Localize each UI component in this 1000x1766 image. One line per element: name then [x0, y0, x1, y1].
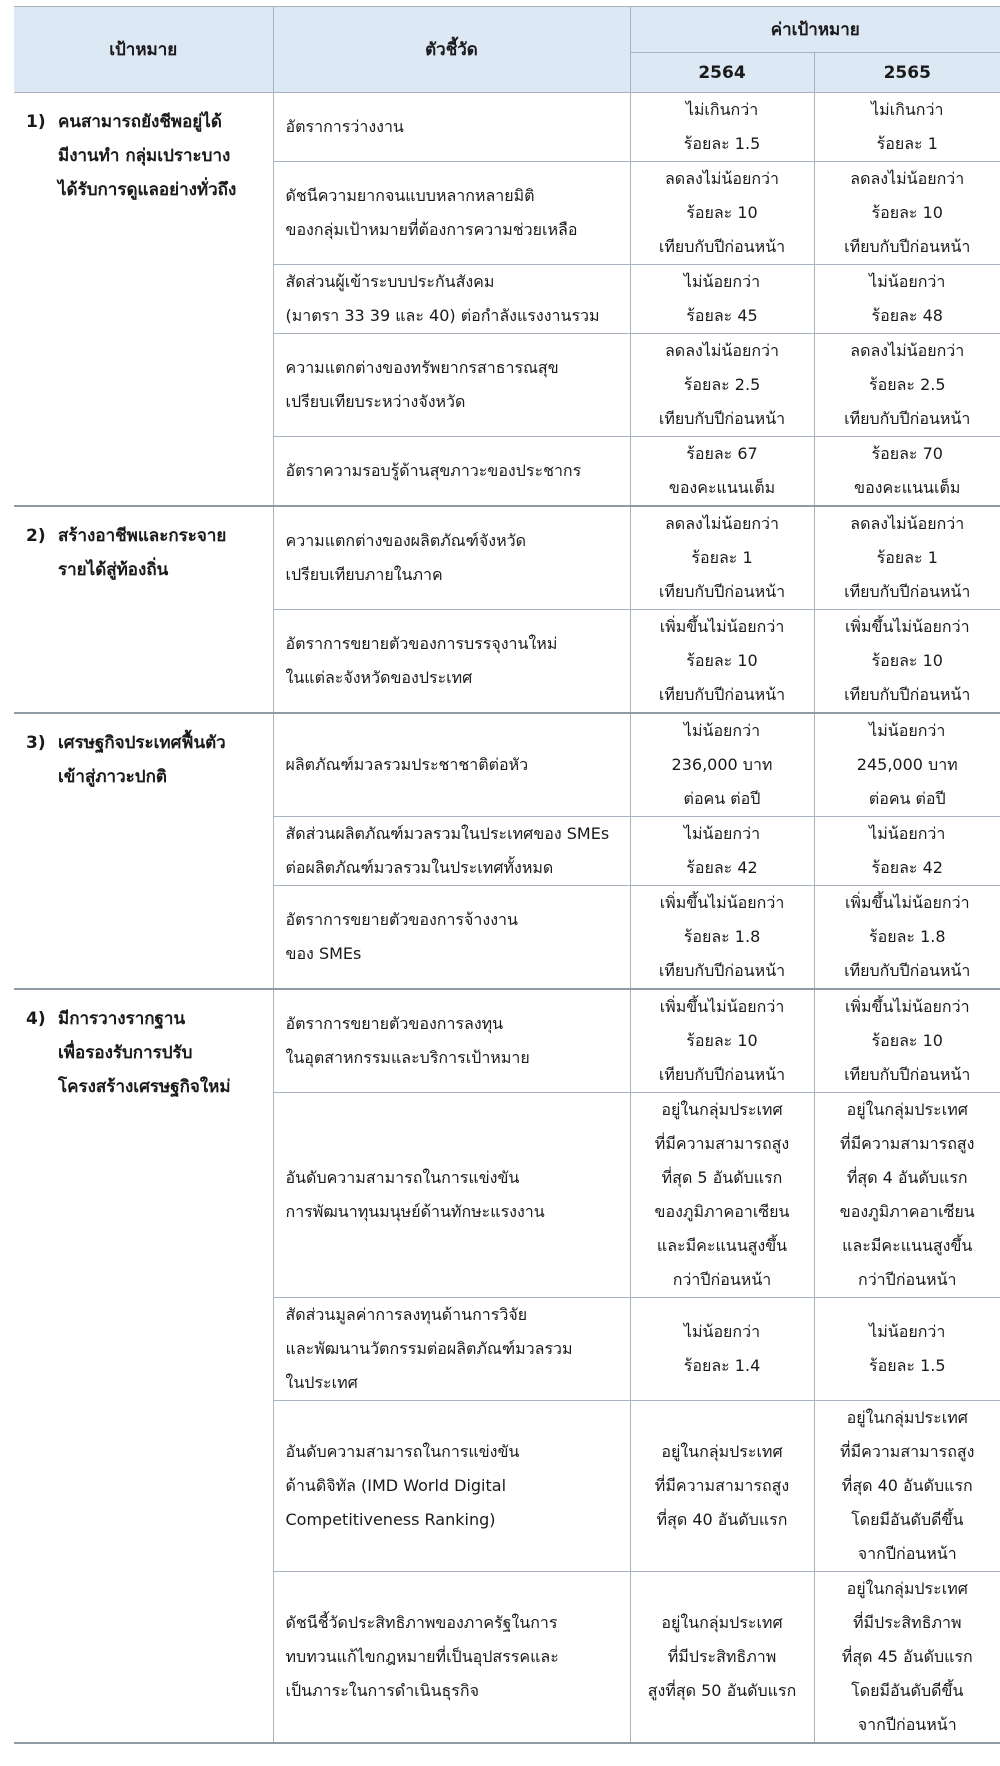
indicator-cell-line: ผลิตภัณฑ์มวลรวมประชาชาติต่อหัว — [285, 755, 529, 774]
target-2565-cell-line: อยู่ในกลุ่มประเทศ — [846, 1579, 968, 1598]
target-2565-cell-line: เพิ่มขึ้นไม่น้อยกว่า — [844, 617, 970, 636]
target-2565-cell-line: ร้อยละ 42 — [871, 858, 943, 877]
goal-title — [58, 519, 226, 587]
target-2565-cell-line: ที่มีความสามารถสูง — [840, 1134, 975, 1153]
target-2565-cell-line: ไม่น้อยกว่า — [869, 721, 946, 740]
indicator-cell — [273, 93, 630, 162]
target-2565-cell-line: โดยมีอันดับดีขึ้น — [851, 1681, 964, 1700]
goal-title — [58, 726, 226, 794]
target-2565-cell — [814, 817, 1000, 886]
goal-number: 1) — [26, 112, 46, 132]
target-2564-cell-line: กว่าปีก่อนหน้า — [672, 1270, 772, 1289]
goal-number: 2) — [26, 526, 46, 546]
indicator-cell-line: ด้านดิจิทัล (IMD World Digital — [285, 1476, 507, 1495]
goal-cell — [14, 989, 273, 1743]
target-2565-cell — [814, 162, 1000, 265]
target-2564-cell — [630, 265, 814, 334]
target-2565-cell-line: เพิ่มขึ้นไม่น้อยกว่า — [844, 893, 970, 912]
target-2564-cell-line: สูงที่สุด 50 อันดับแรก — [647, 1681, 797, 1700]
target-2565-cell-line: ร้อยละ 2.5 — [869, 375, 946, 394]
target-2565-cell-line: เทียบกับปีก่อนหน้า — [844, 409, 971, 428]
target-2564-cell-line: ร้อยละ 10 — [686, 651, 758, 670]
goal-cell — [14, 506, 273, 713]
indicator-cell — [273, 265, 630, 334]
target-2565-cell — [814, 334, 1000, 437]
target-2564-cell-line: อยู่ในกลุ่มประเทศ — [661, 1100, 783, 1119]
target-2565-cell-line: อยู่ในกลุ่มประเทศ — [846, 1408, 968, 1427]
indicator-cell-line: การพัฒนาทุนมนุษย์ด้านทักษะแรงงาน — [285, 1202, 545, 1221]
indicator-cell-line: ดัชนีชี้วัดประสิทธิภาพของภาครัฐในการ — [285, 1613, 558, 1632]
indicator-cell-line: เปรียบเทียบภายในภาค — [285, 565, 443, 584]
goal-title-line: เศรษฐกิจประเทศฟื้นตัว — [58, 733, 226, 753]
target-2565-cell-line: จากปีก่อนหน้า — [857, 1544, 957, 1563]
target-2564-cell-line: ของคะแนนเต็ม — [668, 478, 776, 497]
target-2564-cell-line: เทียบกับปีก่อนหน้า — [658, 685, 786, 704]
indicator-cell — [273, 886, 630, 990]
indicator-cell-line: อันดับความสามารถในการแข่งขัน — [285, 1442, 520, 1461]
goal-title-line: โครงสร้างเศรษฐกิจใหม่ — [58, 1077, 231, 1097]
table-row — [14, 506, 1000, 610]
target-2565-cell-line: 245,000 บาท — [856, 755, 958, 774]
goal-title-line: รายได้สู่ท้องถิ่น — [58, 560, 169, 580]
target-2565-cell-line: ของคะแนนเต็ม — [854, 478, 961, 497]
target-2565-cell-line: ที่มีประสิทธิภาพ — [852, 1613, 962, 1632]
target-2564-cell-line: อยู่ในกลุ่มประเทศ — [661, 1613, 783, 1632]
target-2564-cell-line: ร้อยละ 1.5 — [683, 134, 761, 153]
target-2565-cell-line: ร้อยละ 10 — [871, 203, 943, 222]
target-2564-cell-line: ต่อคน ต่อปี — [683, 789, 761, 808]
target-2564-cell-line: เทียบกับปีก่อนหน้า — [658, 237, 786, 256]
target-2564-cell — [630, 886, 814, 990]
target-2565-cell — [814, 886, 1000, 990]
target-2565-cell-line: ร้อยละ 70 — [871, 444, 943, 463]
target-2564-cell — [630, 334, 814, 437]
target-2564-cell-line: ไม่น้อยกว่า — [683, 272, 761, 291]
indicator-cell-line: (มาตรา 33 39 และ 40) ต่อกำลังแรงงานรวม — [285, 306, 600, 325]
target-2564-cell — [630, 610, 814, 714]
target-2564-cell-line: ไม่เกินกว่า — [685, 100, 759, 119]
target-2564-cell — [630, 1093, 814, 1298]
target-2565-cell-line: ไม่น้อยกว่า — [869, 1322, 946, 1341]
target-2564-cell-line: ที่มีความสามารถสูง — [654, 1134, 790, 1153]
indicator-cell — [273, 437, 630, 507]
indicator-cell-line: สัดส่วนมูลค่าการลงทุนด้านการวิจัย — [285, 1305, 528, 1324]
indicator-cell-line: ในแต่ละจังหวัดของประเทศ — [285, 668, 473, 687]
indicator-cell-line: ความแตกต่างของทรัพยากรสาธารณสุข — [285, 358, 559, 377]
target-2565-cell-line: ต่อคน ต่อปี — [868, 789, 946, 808]
target-2565-cell — [814, 989, 1000, 1093]
indicator-cell-line: ความแตกต่างของผลิตภัณฑ์จังหวัด — [285, 531, 527, 550]
target-2565-cell-line: เทียบกับปีก่อนหน้า — [844, 237, 971, 256]
target-2565-cell-line: ที่มีความสามารถสูง — [840, 1442, 975, 1461]
target-2565-cell-line: ลดลงไม่น้อยกว่า — [850, 341, 965, 360]
target-2564-cell-line: ที่สุด 40 อันดับแรก — [656, 1510, 788, 1529]
target-2565-cell-line: ร้อยละ 48 — [871, 306, 943, 325]
indicator-cell-line: ต่อผลิตภัณฑ์มวลรวมในประเทศทั้งหมด — [285, 858, 554, 877]
target-2564-cell-line: เทียบกับปีก่อนหน้า — [658, 961, 786, 980]
indicator-cell-line: สัดส่วนผู้เข้าระบบประกันสังคม — [285, 272, 495, 291]
target-2564-cell — [630, 1572, 814, 1744]
indicator-cell — [273, 610, 630, 714]
target-2564-cell-line: ลดลงไม่น้อยกว่า — [665, 514, 779, 533]
goal-cell — [14, 93, 273, 507]
goal-title-line: เข้าสู่ภาวะปกติ — [58, 767, 167, 787]
target-2565-cell-line: ร้อยละ 10 — [871, 651, 943, 670]
target-2564-cell — [630, 162, 814, 265]
target-2565-cell-line: และมีคะแนนสูงขึ้น — [842, 1236, 973, 1255]
goal-title-line: เพื่อรองรับการปรับ — [58, 1043, 193, 1063]
indicator-cell-line: ของ SMEs — [285, 944, 362, 963]
indicator-cell — [273, 1093, 630, 1298]
header-target: ค่าเป้าหมาย — [630, 7, 1000, 53]
goal-title-line: มีงานทำ กลุ่มเปราะบาง — [58, 146, 231, 166]
indicator-cell-line: อัตราการขยายตัวของการจ้างงาน — [285, 910, 518, 929]
target-2565-cell-line: ที่สุด 45 อันดับแรก — [841, 1647, 973, 1666]
indicator-cell — [273, 817, 630, 886]
target-2565-cell-line: กว่าปีก่อนหน้า — [858, 1270, 957, 1289]
goal-title-line: มีการวางรากฐาน — [58, 1009, 186, 1029]
target-2564-cell-line: ที่มีประสิทธิภาพ — [667, 1647, 777, 1666]
target-2564-cell-line: ลดลงไม่น้อยกว่า — [665, 341, 779, 360]
target-2565-cell-line: ไม่น้อยกว่า — [869, 824, 946, 843]
target-2565-cell-line: ร้อยละ 1.5 — [869, 1356, 946, 1375]
target-2564-cell — [630, 989, 814, 1093]
table-row — [14, 93, 1000, 162]
goal-cell — [14, 713, 273, 989]
target-2565-cell-line: โดยมีอันดับดีขึ้น — [851, 1510, 964, 1529]
target-2565-cell-line: ร้อยละ 1 — [876, 134, 938, 153]
indicator-cell — [273, 713, 630, 817]
goal-number: 3) — [26, 733, 46, 753]
header-indicator: ตัวชี้วัด — [273, 7, 630, 93]
target-2564-cell-line: ร้อยละ 2.5 — [683, 375, 761, 394]
indicator-cell — [273, 162, 630, 265]
indicator-cell — [273, 506, 630, 610]
target-2564-cell-line: ไม่น้อยกว่า — [683, 721, 761, 740]
goal-title-line: คนสามารถยังชีพอยู่ได้ — [58, 112, 222, 132]
goal-number: 4) — [26, 1009, 46, 1029]
target-2564-cell-line: ที่มีความสามารถสูง — [654, 1476, 790, 1495]
target-2564-cell-line: เพิ่มขึ้นไม่น้อยกว่า — [659, 997, 785, 1016]
indicator-cell — [273, 1572, 630, 1744]
target-2565-cell-line: ลดลงไม่น้อยกว่า — [850, 169, 965, 188]
target-2564-cell-line: ร้อยละ 42 — [686, 858, 758, 877]
target-2564-cell-line: ร้อยละ 1 — [691, 548, 753, 567]
target-2564-cell-line: ของภูมิภาคอาเซียน — [654, 1202, 790, 1221]
target-2564-cell-line: เทียบกับปีก่อนหน้า — [658, 582, 786, 601]
indicator-cell-line: สัดส่วนผลิตภัณฑ์มวลรวมในประเทศของ SMEs — [285, 824, 610, 843]
target-2565-cell-line: เทียบกับปีก่อนหน้า — [844, 1065, 971, 1084]
target-2564-cell — [630, 506, 814, 610]
indicator-cell-line: เปรียบเทียบระหว่างจังหวัด — [285, 392, 466, 411]
table-body — [14, 93, 1000, 1744]
indicator-cell-line: อัตราการขยายตัวของการลงทุน — [285, 1014, 504, 1033]
target-2564-cell-line: เทียบกับปีก่อนหน้า — [658, 409, 786, 428]
target-2564-cell-line: ร้อยละ 1.8 — [683, 927, 761, 946]
target-2565-cell-line: เทียบกับปีก่อนหน้า — [844, 582, 971, 601]
targets-table — [14, 6, 1000, 1744]
target-2564-cell — [630, 817, 814, 886]
indicator-cell-line: ดัชนีความยากจนแบบหลากหลายมิติ — [285, 186, 535, 205]
header-goal: เป้าหมาย — [14, 7, 273, 93]
target-2564-cell-line: ร้อยละ 1.4 — [683, 1356, 761, 1375]
indicator-cell-line: ของกลุ่มเป้าหมายที่ต้องการความช่วยเหลือ — [285, 220, 578, 239]
target-2565-cell-line: ที่สุด 4 อันดับแรก — [846, 1168, 968, 1187]
target-2565-cell-line: ไม่น้อยกว่า — [869, 272, 946, 291]
target-2565-cell-line: ร้อยละ 1.8 — [869, 927, 946, 946]
target-2565-cell — [814, 265, 1000, 334]
indicator-cell-line: ในประเทศ — [285, 1373, 358, 1392]
target-2565-cell — [814, 1401, 1000, 1572]
target-2564-cell-line: ร้อยละ 67 — [686, 444, 758, 463]
goal-title — [58, 1002, 231, 1104]
indicator-cell-line: เป็นภาระในการดำเนินธุรกิจ — [285, 1681, 479, 1700]
target-2564-cell-line: 236,000 บาท — [671, 755, 773, 774]
header-year-2564: 2564 — [630, 53, 814, 93]
target-2564-cell — [630, 1401, 814, 1572]
target-2564-cell-line: ลดลงไม่น้อยกว่า — [665, 169, 779, 188]
target-2565-cell-line: เทียบกับปีก่อนหน้า — [844, 961, 971, 980]
target-2564-cell-line: ที่สุด 5 อันดับแรก — [661, 1168, 783, 1187]
target-2565-cell-line: เพิ่มขึ้นไม่น้อยกว่า — [844, 997, 970, 1016]
target-2564-cell — [630, 713, 814, 817]
indicator-cell-line: อัตราความรอบรู้ด้านสุขภาวะของประชากร — [285, 461, 582, 480]
indicator-cell — [273, 1298, 630, 1401]
target-2564-cell — [630, 437, 814, 507]
target-2564-cell-line: ร้อยละ 10 — [686, 203, 758, 222]
indicator-cell-line: อัตราการว่างงาน — [285, 117, 404, 136]
indicator-cell — [273, 1401, 630, 1572]
target-2564-cell-line: อยู่ในกลุ่มประเทศ — [661, 1442, 783, 1461]
target-2565-cell-line: เทียบกับปีก่อนหน้า — [844, 685, 971, 704]
target-2565-cell — [814, 93, 1000, 162]
target-2564-cell-line: ไม่น้อยกว่า — [683, 1322, 761, 1341]
target-2564-cell-line: เทียบกับปีก่อนหน้า — [658, 1065, 786, 1084]
indicator-cell — [273, 334, 630, 437]
goal-title-line: ได้รับการดูแลอย่างทั่วถึง — [58, 180, 237, 200]
target-2564-cell-line: และมีคะแนนสูงขึ้น — [656, 1236, 788, 1255]
target-2565-cell — [814, 1572, 1000, 1744]
target-2564-cell — [630, 93, 814, 162]
indicator-cell-line: Competitiveness Ranking) — [285, 1510, 496, 1529]
target-2565-cell — [814, 1298, 1000, 1401]
target-2565-cell — [814, 1093, 1000, 1298]
target-2564-cell-line: เพิ่มขึ้นไม่น้อยกว่า — [659, 617, 785, 636]
goal-title-line: สร้างอาชีพและกระจาย — [58, 526, 227, 546]
indicator-cell-line: ในอุตสาหกรรมและบริการเป้าหมาย — [285, 1048, 530, 1067]
table-row — [14, 989, 1000, 1093]
target-2565-cell-line: ที่สุด 40 อันดับแรก — [841, 1476, 973, 1495]
target-2564-cell — [630, 1298, 814, 1401]
indicator-cell-line: อันดับความสามารถในการแข่งขัน — [285, 1168, 520, 1187]
target-2565-cell-line: จากปีก่อนหน้า — [857, 1715, 957, 1734]
target-2565-cell-line: ลดลงไม่น้อยกว่า — [850, 514, 965, 533]
target-2565-cell-line: ไม่เกินกว่า — [871, 100, 944, 119]
target-2564-cell-line: ร้อยละ 45 — [686, 306, 758, 325]
indicator-cell — [273, 989, 630, 1093]
table-header — [14, 7, 1000, 93]
header-year-2565: 2565 — [814, 53, 1000, 93]
target-2564-cell-line: ไม่น้อยกว่า — [683, 824, 761, 843]
target-2565-cell — [814, 437, 1000, 507]
target-2565-cell — [814, 610, 1000, 714]
target-2565-cell — [814, 506, 1000, 610]
indicator-cell-line: ทบทวนแก้ไขกฎหมายที่เป็นอุปสรรคและ — [285, 1647, 559, 1666]
target-2565-cell-line: ร้อยละ 10 — [871, 1031, 943, 1050]
target-2564-cell-line: เพิ่มขึ้นไม่น้อยกว่า — [659, 893, 785, 912]
target-2565-cell-line: ของภูมิภาคอาเซียน — [839, 1202, 975, 1221]
goal-title — [58, 105, 236, 207]
target-2565-cell-line: ร้อยละ 1 — [876, 548, 938, 567]
target-2565-cell — [814, 713, 1000, 817]
target-2564-cell-line: ร้อยละ 10 — [686, 1031, 758, 1050]
target-2565-cell-line: อยู่ในกลุ่มประเทศ — [846, 1100, 968, 1119]
indicator-cell-line: อัตราการขยายตัวของการบรรจุงานใหม่ — [285, 634, 558, 653]
table-row — [14, 713, 1000, 817]
indicator-cell-line: และพัฒนานวัตกรรมต่อผลิตภัณฑ์มวลรวม — [285, 1339, 573, 1358]
